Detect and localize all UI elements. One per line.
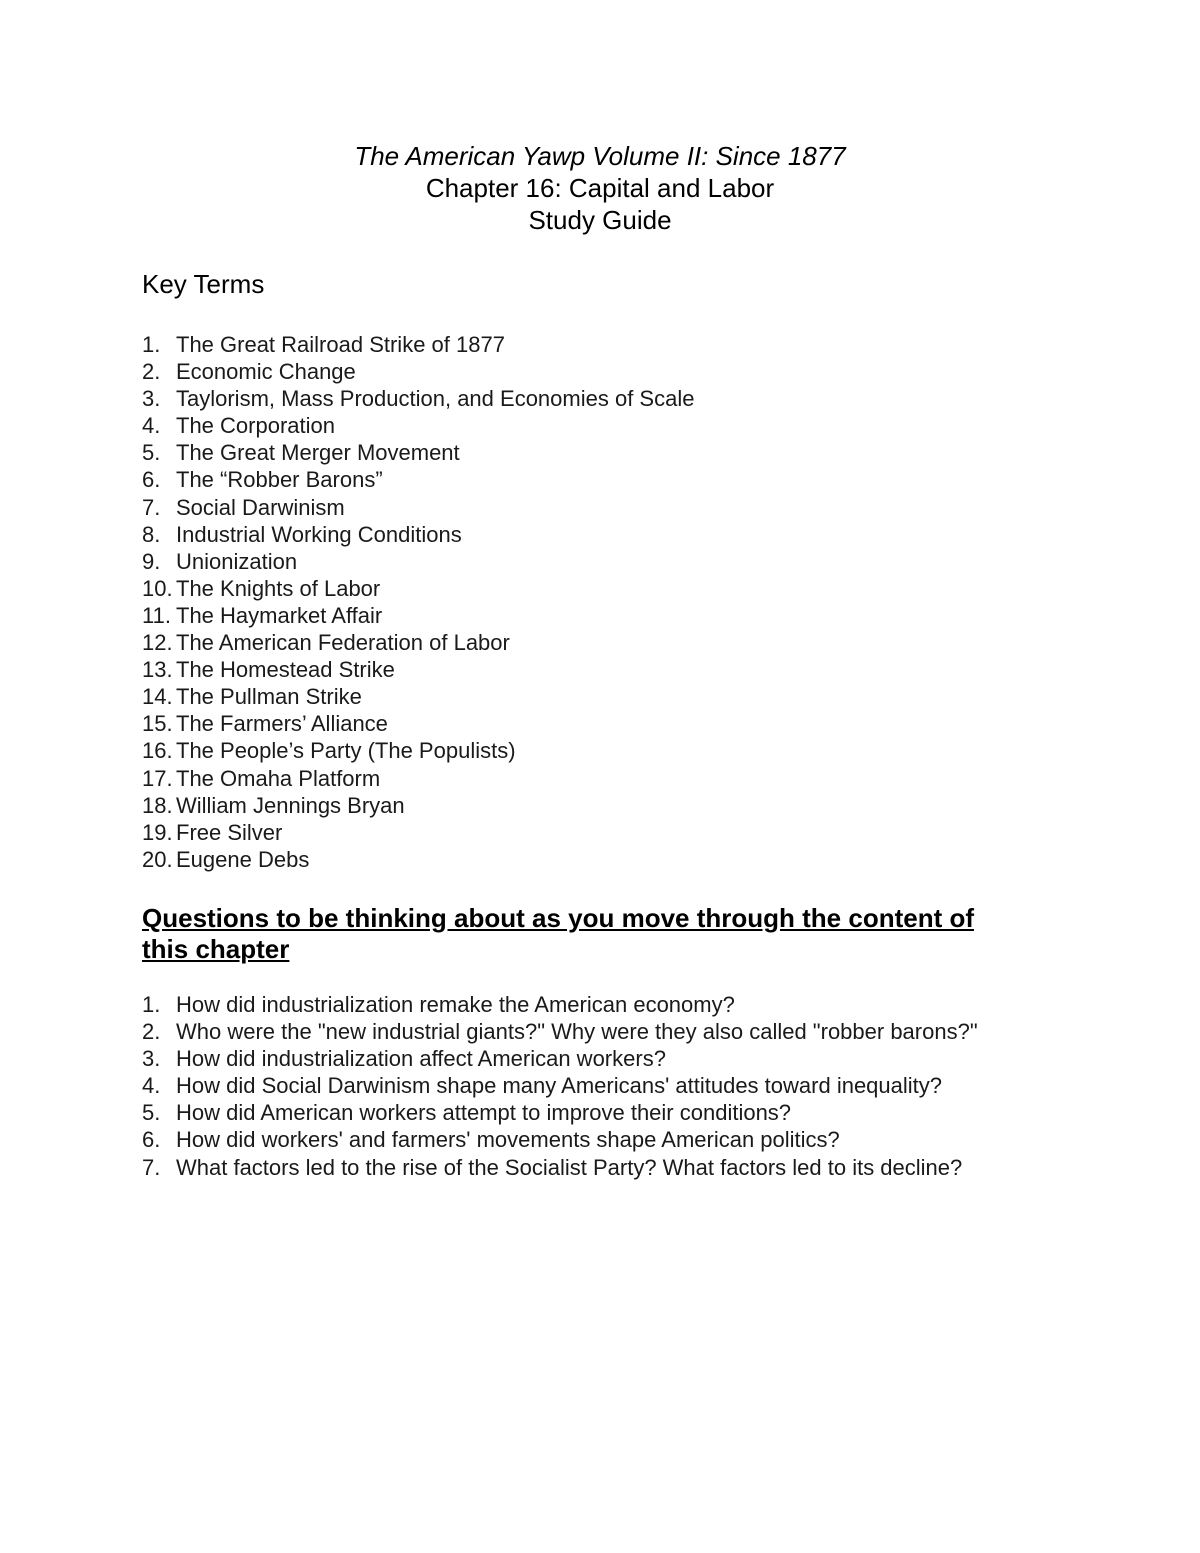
key-term-item [142,710,694,737]
key-term-item-number: 13. [142,657,173,683]
question-item [142,1018,978,1045]
questions-list [142,991,978,1181]
key-term-item-number: 14. [142,684,173,710]
key-term-item-text: Free Silver [176,819,283,845]
document-type: Study Guide [528,205,672,235]
key-term-item-number: 10. [142,575,173,601]
key-term-item-number: 18. [142,792,173,818]
key-term-item-text: The Haymarket Affair [176,602,383,628]
question-item [142,1126,978,1153]
key-term-item [142,494,694,521]
key-term-item-number: 1. [142,332,161,357]
question-item-number: 6. [142,1127,161,1153]
key-term-item [142,575,694,602]
key-term-item-number: 12. [142,630,173,656]
key-term-item-number: 15. [142,711,173,737]
key-term-item-number: 9. [142,548,161,574]
key-term-item [142,439,694,466]
key-term-item-text: Unionization [176,548,298,574]
key-term-item-text: The Great Railroad Strike of 1877 [176,332,505,357]
key-term-item-text: Taylorism, Mass Production, and Economies of Scale [176,386,695,412]
key-term-item-number: 2. [142,359,161,385]
question-item-text: How did workers' and farmers' movements shape American politics? [176,1127,840,1153]
questions-heading: Questions to be thinking about as you move through the content of this chapter [142,903,974,964]
key-term-item-number: 17. [142,765,173,791]
question-item-number: 4. [142,1073,161,1099]
key-term-item [142,331,694,358]
question-item-number: 3. [142,1046,161,1072]
key-term-item-text: The Corporation [176,413,335,439]
key-term-item-text: William Jennings Bryan [176,792,405,818]
key-term-item [142,846,694,873]
key-term-item [142,358,694,385]
question-item-text: Who were the "new industrial giants?" Why were they also called "robber barons?" [176,1019,978,1045]
key-term-item-text: Industrial Working Conditions [176,521,462,547]
chapter-title: Chapter 16: Capital and Labor [425,173,775,203]
key-term-item [142,548,694,575]
key-term-item-text: The “Robber Barons” [176,467,383,493]
key-term-item [142,412,694,439]
key-term-item [142,765,694,792]
key-term-item [142,792,694,819]
key-term-item [142,385,694,412]
question-item-number: 1. [142,992,161,1017]
key-term-item-text: The People’s Party (The Populists) [176,738,516,764]
key-term-item [142,683,694,710]
question-item-text: How did Social Darwinism shape many Americans' attitudes toward inequality? [176,1073,943,1099]
question-item-text: What factors led to the rise of the Socialist Party? What factors led to its decline? [176,1154,963,1180]
key-term-item-number: 20. [142,846,173,872]
key-term-item-number: 7. [142,494,161,520]
question-item [142,1072,978,1099]
question-item-number: 5. [142,1100,161,1126]
key-term-item-text: The Knights of Labor [176,575,381,601]
key-term-item-number: 5. [142,440,161,466]
key-term-item-text: Eugene Debs [176,846,310,872]
question-item [142,1045,978,1072]
key-terms-list [142,331,694,873]
title-block [0,140,1200,236]
key-term-item-number: 6. [142,467,161,493]
key-term-item [142,737,694,764]
question-item [142,991,978,1018]
question-item-number: 7. [142,1154,161,1180]
key-term-item-text: The Homestead Strike [176,657,395,683]
key-term-item-text: Economic Change [176,359,356,385]
key-term-item-text: The American Federation of Labor [176,630,510,656]
book-title: The American Yawp Volume II: Since 1877 [354,141,846,171]
question-item-text: How did industrialization remake the American economy? [176,992,735,1017]
key-term-item [142,819,694,846]
key-term-item-number: 8. [142,521,161,547]
key-term-item-number: 11. [142,602,171,628]
key-term-item-text: Social Darwinism [176,494,345,520]
question-item-text: How did American workers attempt to improve their conditions? [176,1100,792,1126]
key-term-item-text: The Great Merger Movement [176,440,460,466]
key-term-item-number: 19. [142,819,173,845]
key-term-item [142,521,694,548]
question-item [142,1099,978,1126]
key-terms-heading: Key Terms [142,269,265,299]
key-term-item-number: 16. [142,738,173,764]
question-item-text: How did industrialization affect American workers? [176,1046,666,1072]
question-item-number: 2. [142,1019,161,1045]
key-term-item-number: 3. [142,386,161,412]
key-term-item-number: 4. [142,413,161,439]
key-term-item-text: The Pullman Strike [176,684,362,710]
key-term-item-text: The Farmers’ Alliance [176,711,388,737]
key-term-item [142,629,694,656]
key-term-item [142,656,694,683]
question-item [142,1154,978,1181]
key-term-item [142,466,694,493]
key-term-item [142,602,694,629]
key-term-item-text: The Omaha Platform [176,765,381,791]
